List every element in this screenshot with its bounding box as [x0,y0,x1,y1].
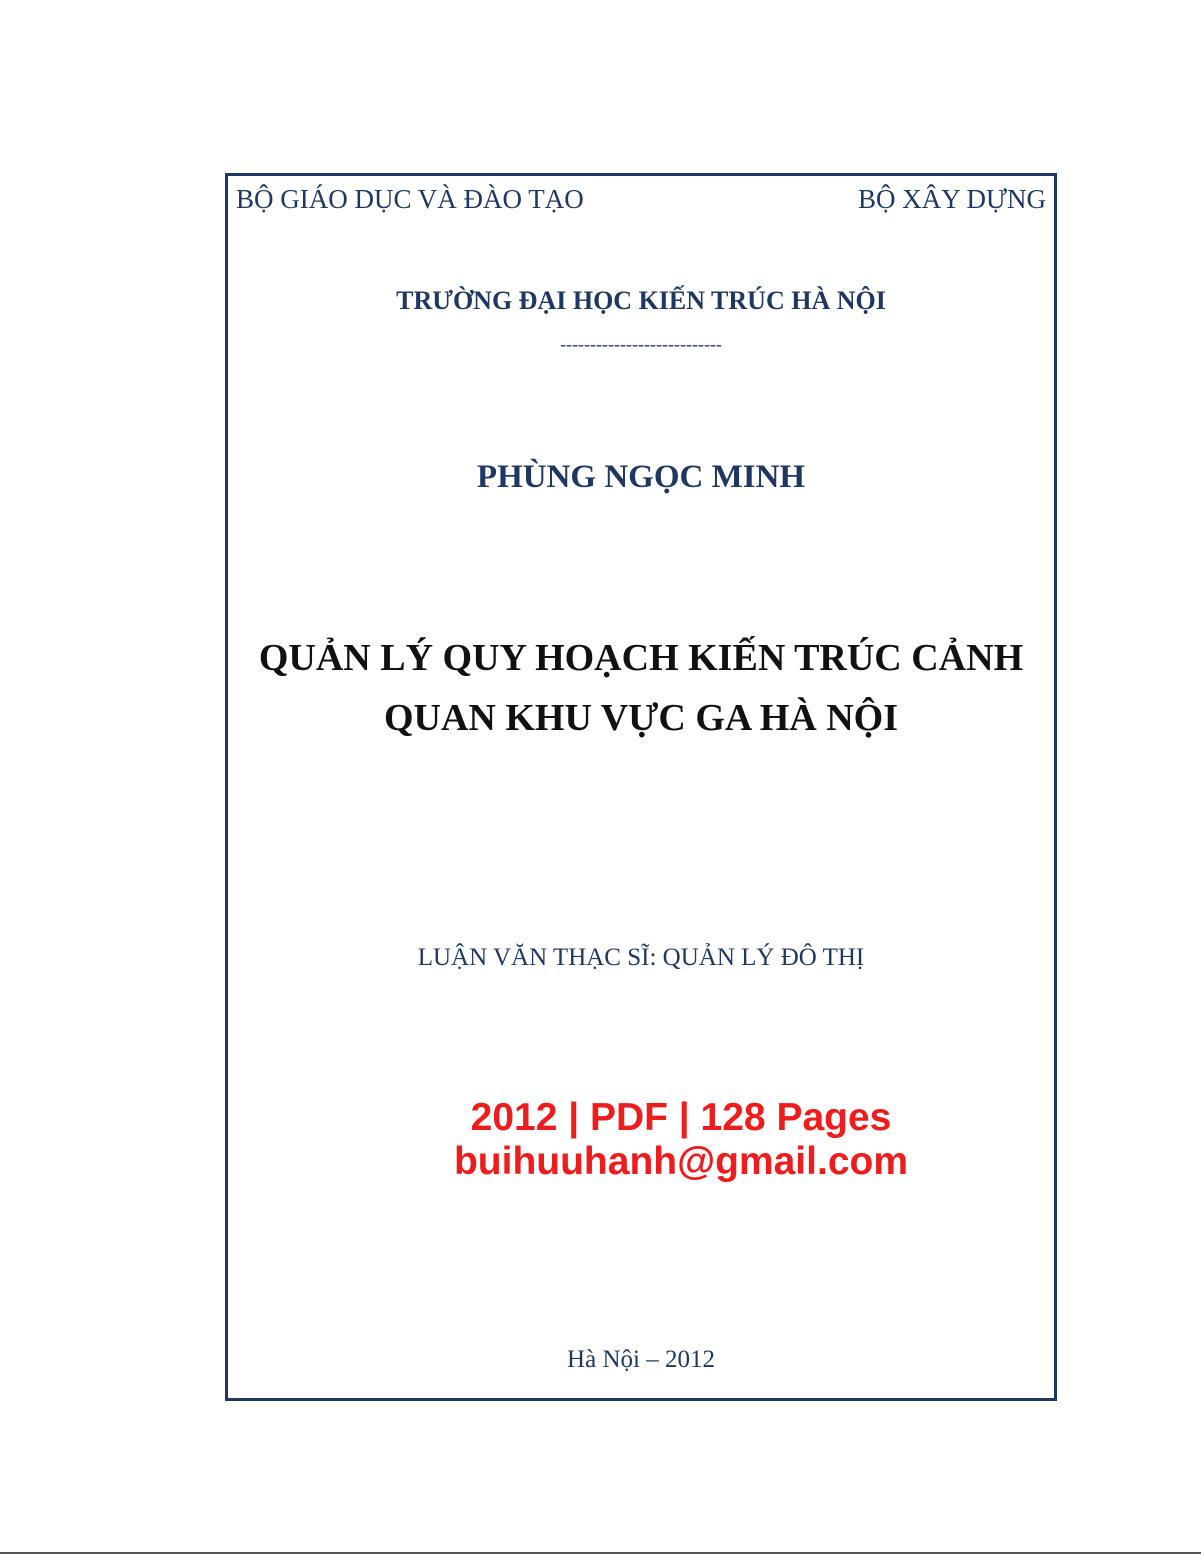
thesis-title-line-1: QUẢN LÝ QUY HOẠCH KIẾN TRÚC CẢNH [258,637,1024,679]
author-name: PHÙNG NGỌC MINH [476,459,806,495]
university-name: TRƯỜNG ĐẠI HỌC KIẾN TRÚC HÀ NỘI [396,286,886,315]
ministry-right: BỘ XÂY DỰNG [858,184,1046,214]
degree-line: LUẬN VĂN THẠC SĨ: QUẢN LÝ ĐÔ THỊ [417,944,865,971]
cover-frame [225,173,1057,1401]
watermark-email: buihuuhanh@gmail.com [453,1140,909,1183]
watermark [228,1096,1054,1184]
ministry-left: BỘ GIÁO DỤC VÀ ĐÀO TẠO [236,184,584,214]
separator-line: --------------------------- [560,334,722,354]
place-date: Hà Nội – 2012 [567,1346,715,1373]
thesis-title [228,628,1054,748]
thesis-title-line-2: QUAN KHU VỰC GA HÀ NỘI [383,697,899,739]
watermark-line-1: 2012 | PDF | 128 Pages [470,1096,892,1139]
